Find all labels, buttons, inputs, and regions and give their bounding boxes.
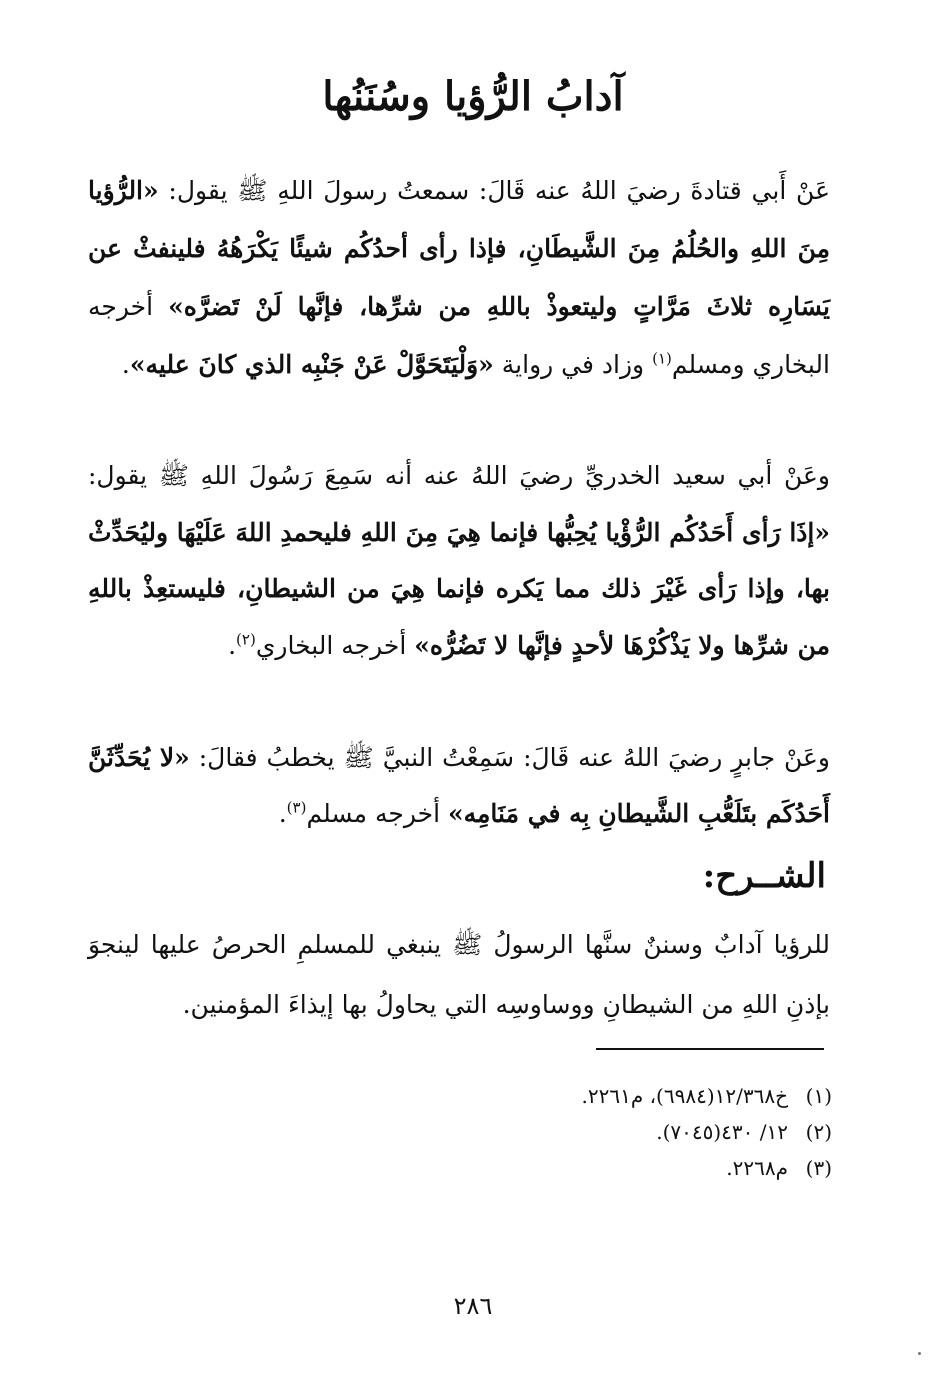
footnote-ref-1: (١)	[652, 349, 672, 368]
footnote-2	[432, 1114, 832, 1150]
footnotes	[432, 1078, 832, 1186]
footnote-number: (٢)	[805, 1120, 832, 1144]
page-number: ٢٨٦	[453, 1292, 493, 1320]
footnote-ref-3: (٣)	[286, 798, 307, 817]
footnote-divider	[596, 1048, 824, 1050]
hadith-1-added: وزاد في رواية	[501, 350, 645, 379]
hadith-paragraph-1	[88, 162, 830, 394]
hadith-1-intro: عَنْ أَبي قتادةَ رضيَ اللهُ عنه قَالَ: سمعتُ رسولَ اللهِ ﷺ يقول:	[168, 176, 830, 205]
commentary-paragraph: للرؤيا آدابٌ وسننٌ سنَّها الرسولُ ﷺ ينبغي للمسلمِ الحرصُ عليها لينجوَ بإذنِ اللهِ من الشيطانِ ووساوسِه التي يحاولُ بها إيذاءَ المؤمنين.	[88, 930, 830, 1019]
page-title: آدابُ الرُّؤيا وسُنَنُها	[322, 73, 624, 120]
footnote-3	[432, 1150, 832, 1186]
footnote-text: ١٢/ ٤٣٠(٧٠٤٥).	[656, 1120, 788, 1144]
hadith-paragraph-2	[88, 448, 830, 674]
hadith-3-source: أخرجه مسلم	[306, 799, 441, 828]
hadith-3-quote: «لا يُحَدِّثَنَّ أَحَدُكَم بتَلَعُّبِ الشَّيطانِ بِه في مَنَامِه»	[88, 743, 830, 828]
hadith-2-quote: «إذَا رَأى أَحَدُكُم الرُّؤْيا يُحِبُّها فإنما هِيَ مِنَ اللهِ فليحمدِ اللهَ عَلَيْهَا وليُحَدِّثْ بها، وإذا رَأى غَيْرَ ذلك مما يَكره فإنما هِيَ من الشيطانِ، فليستعِذْ باللهِ من شرِّها ولا يَذْكُرْهَا لأحدٍ فإنَّها لا تَضُرُّه»	[88, 517, 830, 660]
footnote-1	[432, 1078, 832, 1114]
scan-speck	[918, 1352, 921, 1355]
footnote-number: (١)	[805, 1084, 832, 1108]
hadith-2-source: أخرجه البخاري	[255, 630, 407, 660]
hadith-2-intro: وعَنْ أبي سعيد الخدريِّ رضيَ اللهُ عنه أنه سَمِعَ رَسُولَ اللهِ ﷺ يقول:	[88, 461, 830, 490]
footnote-text: خ١٢/٣٦٨(٦٩٨٤)، م٢٢٦١.	[581, 1084, 788, 1108]
hadith-paragraph-3	[88, 730, 830, 842]
footnote-number: (٣)	[805, 1156, 832, 1180]
hadith-1-quote: «الرُّؤيا مِنَ اللهِ والحُلُمُ مِنَ الشَّيطَانِ، فإذا رأى أحدُكُم شيئًا يَكْرَهُهُ فلينفثْ عن يَسَارِه ثلاثَ مَرَّاتٍ وليتعوذْ باللهِ من شرِّها، فإنَّها لَنْ تَضرَّه»	[88, 176, 830, 321]
hadith-2-end: .	[228, 630, 237, 660]
section-heading: الشــرح:	[702, 856, 826, 896]
hadith-1-end: .	[121, 350, 130, 379]
hadith-3-intro: وعَنْ جابرٍ رضيَ اللهُ عنه قَالَ: سَمِعْتُ النبيَّ ﷺ يخطبُ فقالَ:	[198, 743, 830, 772]
footnote-text: م٢٢٦٨.	[726, 1156, 788, 1180]
hadith-3-end: .	[278, 799, 287, 828]
footnote-ref-2: (٢)	[236, 630, 256, 649]
hadith-1-source: أخرجه البخاري ومسلم	[88, 292, 830, 379]
hadith-1-added-quote: «وَلْيَتَحَوَّلْ عَنْ جَنْبِه الذي كانَ عليه»	[129, 350, 494, 379]
